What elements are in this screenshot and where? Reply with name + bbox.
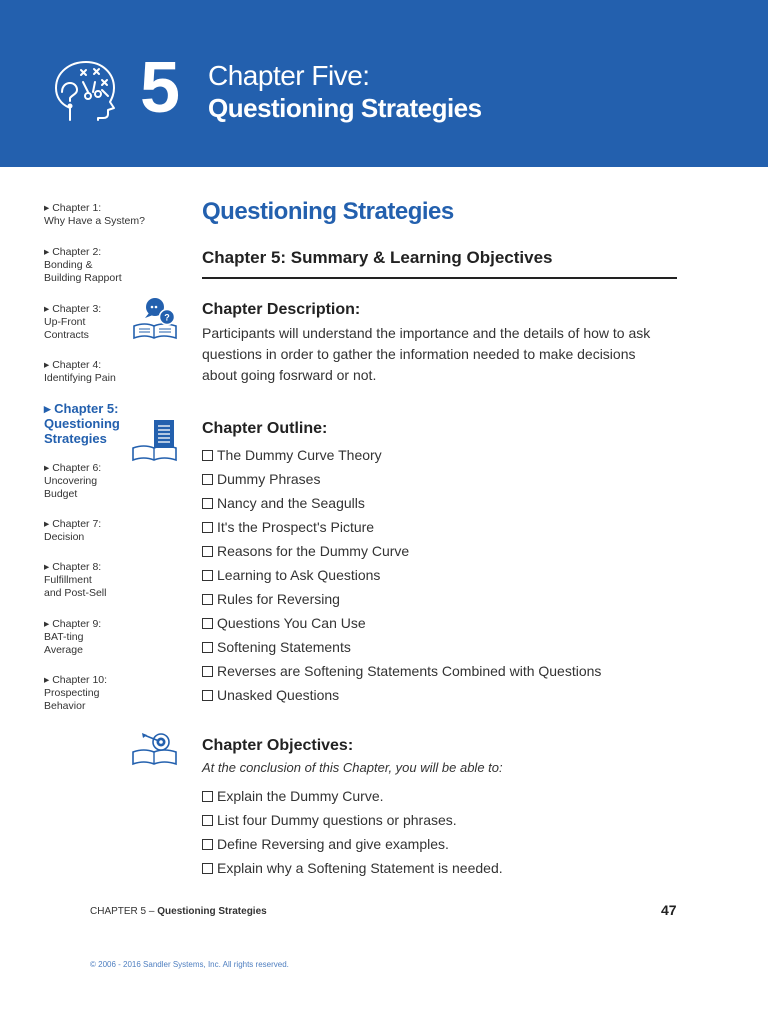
sidebar-item-chapter-2[interactable]: ▸ Chapter 2: Bonding & Building Rapport <box>44 246 122 284</box>
sidebar-item-chapter-1[interactable]: ▸ Chapter 1: Why Have a System? <box>44 202 145 227</box>
outline-item: The Dummy Curve Theory <box>202 443 601 467</box>
book-notes-icon <box>130 418 180 464</box>
chapter-banner <box>0 0 768 167</box>
description-title: Chapter Description: <box>202 301 361 318</box>
checkbox[interactable] <box>202 642 213 653</box>
chapter-number: 5 <box>140 48 181 128</box>
checkbox[interactable] <box>202 618 213 629</box>
outline-title: Chapter Outline: <box>202 420 328 437</box>
sidebar-item-chapter-8[interactable]: ▸ Chapter 8: Fulfillment and Post-Sell <box>44 561 107 599</box>
chapter-title: Questioning Strategies <box>208 93 482 123</box>
outline-item: Questions You Can Use <box>202 611 601 635</box>
outline-item: Nancy and the Seagulls <box>202 491 601 515</box>
checkbox[interactable] <box>202 666 213 677</box>
outline-item: Unasked Questions <box>202 683 601 707</box>
checkbox[interactable] <box>202 522 213 533</box>
sidebar-item-chapter-7[interactable]: ▸ Chapter 7: Decision <box>44 518 102 543</box>
sidebar-item-chapter-10[interactable]: ▸ Chapter 10: Prospecting Behavior <box>44 674 108 712</box>
summary-title: Chapter 5: Summary & Learning Objectives <box>202 248 553 267</box>
sidebar-item-chapter-3[interactable]: ▸ Chapter 3: Up-Front Contracts <box>44 303 102 341</box>
outline-item: Learning to Ask Questions <box>202 563 601 587</box>
checkbox[interactable] <box>202 863 213 874</box>
running-footer <box>90 906 267 917</box>
checkbox[interactable] <box>202 594 213 605</box>
outline-item: Dummy Phrases <box>202 467 601 491</box>
objectives-list <box>202 784 503 880</box>
checkbox[interactable] <box>202 791 213 802</box>
objective-item: List four Dummy questions or phrases. <box>202 808 503 832</box>
page-heading: Questioning Strategies <box>202 198 454 225</box>
outline-item: Reasons for the Dummy Curve <box>202 539 601 563</box>
target-book-icon <box>130 730 180 770</box>
footer-chapter-title: Questioning Strategies <box>157 906 267 917</box>
copyright-notice: © 2006 - 2016 Sandler Systems, Inc. All rights reserved. <box>90 960 289 969</box>
svg-text:?: ? <box>164 312 170 323</box>
outline-list <box>202 443 601 707</box>
sidebar-item-chapter-5[interactable]: ▸ Chapter 5: Questioning Strategies <box>44 401 120 446</box>
sidebar-item-chapter-6[interactable]: ▸ Chapter 6: Uncovering Budget <box>44 462 102 500</box>
objectives-title: Chapter Objectives: <box>202 737 354 754</box>
discussion-book-icon <box>130 296 180 342</box>
objective-item: Explain the Dummy Curve. <box>202 784 503 808</box>
page-number: 47 <box>661 902 677 918</box>
checkbox[interactable] <box>202 498 213 509</box>
checkbox[interactable] <box>202 546 213 557</box>
heading-divider <box>202 277 677 279</box>
objective-item: Explain why a Softening Statement is needed. <box>202 856 503 880</box>
footer-chapter-label: CHAPTER 5 – <box>90 906 158 917</box>
checkbox[interactable] <box>202 450 213 461</box>
checkbox[interactable] <box>202 815 213 826</box>
outline-item: Softening Statements <box>202 635 601 659</box>
outline-item: Rules for Reversing <box>202 587 601 611</box>
checkbox[interactable] <box>202 474 213 485</box>
sidebar-item-chapter-4[interactable]: ▸ Chapter 4: Identifying Pain <box>44 359 116 384</box>
objective-item: Define Reversing and give examples. <box>202 832 503 856</box>
checkbox[interactable] <box>202 839 213 850</box>
sidebar-item-chapter-9[interactable]: ▸ Chapter 9: BAT-ting Average <box>44 618 102 656</box>
head-strategy-icon <box>50 58 118 122</box>
chapter-label: Chapter Five: <box>208 60 370 91</box>
checkbox[interactable] <box>202 570 213 581</box>
outline-item: Reverses are Softening Statements Combined with Questions <box>202 659 601 683</box>
description-text: Participants will understand the importance and the details of how to ask questions in order to gather the information needed to make decisions about going fosrward or not. <box>202 325 651 383</box>
checkbox[interactable] <box>202 690 213 701</box>
outline-item: It's the Prospect's Picture <box>202 515 601 539</box>
objectives-intro: At the conclusion of this Chapter, you will be able to: <box>202 760 503 775</box>
